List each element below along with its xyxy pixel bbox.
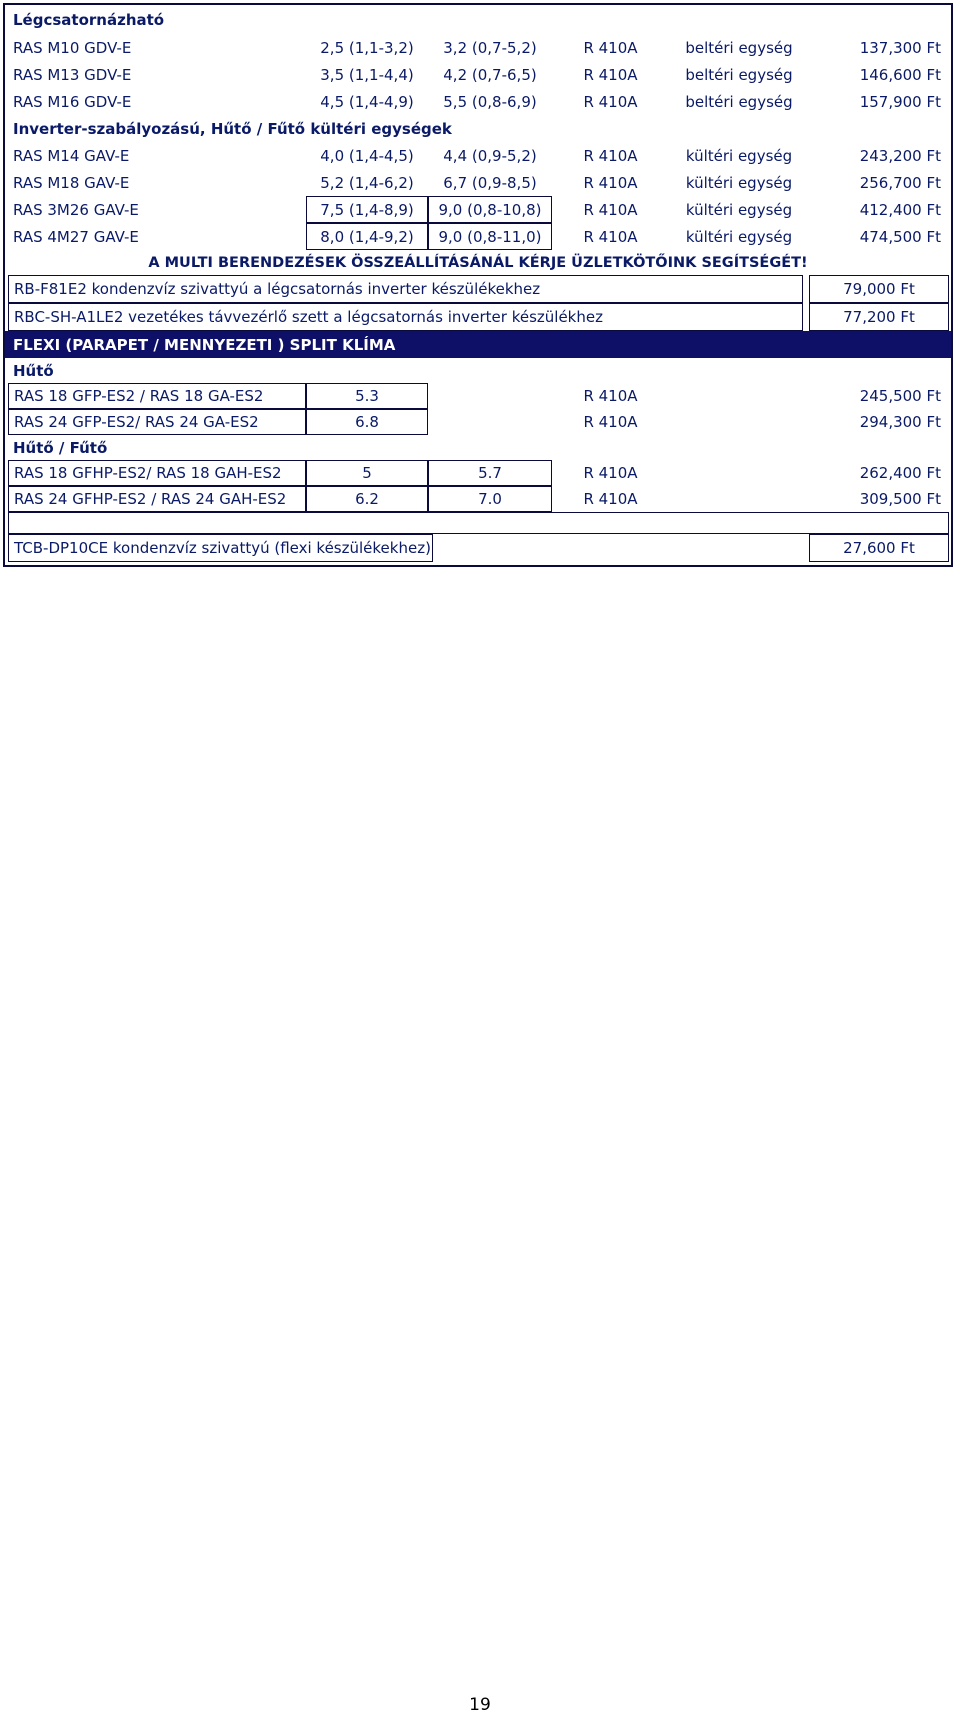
accessory-name: TCB-DP10CE kondenzvíz szivattyú (flexi készülékekhez) (8, 534, 433, 562)
model-cell: RAS 24 GFP-ES2/ RAS 24 GA-ES2 (8, 409, 306, 435)
table-row (5, 142, 951, 169)
cooling-capacity-cell: 3,5 (1,1-4,4) (320, 65, 414, 84)
model-cell: RAS 18 GFHP-ES2/ RAS 18 GAH-ES2 (8, 460, 306, 486)
price-cell: 243,200 Ft (859, 146, 941, 165)
unit-type-cell: kültéri egység (685, 227, 793, 246)
subsection-header-row (5, 358, 951, 383)
accessory-price: 77,200 Ft (809, 303, 949, 331)
accessory-price: 27,600 Ft (809, 534, 949, 562)
multi-system-notice: A MULTI BERENDEZÉSEK ÖSSZEÁLLÍTÁSÁNÁL KÉRJE ÜZLETKÖTŐINK SEGÍTSÉGÉT! (148, 254, 808, 271)
flexi-banner: FLEXI (PARAPET / MENNYEZETI ) SPLIT KLÍMA (5, 331, 951, 358)
model-cell: RAS 18 GFP-ES2 / RAS 18 GA-ES2 (8, 383, 306, 409)
refrigerant-cell: R 410A (583, 387, 638, 405)
accessory-row (5, 534, 951, 562)
heating-capacity-cell: 4,2 (0,7-6,5) (443, 65, 537, 84)
notice-row (5, 250, 951, 275)
table-row (5, 196, 951, 223)
unit-type-cell: kültéri egység (685, 146, 793, 165)
refrigerant-cell: R 410A (583, 173, 638, 192)
flexi-banner-row (5, 331, 951, 358)
table-row (5, 34, 951, 61)
unit-type-cell: beltéri egység (685, 65, 793, 84)
price-cell: 309,500 Ft (859, 490, 941, 508)
price-cell: 294,300 Ft (859, 413, 941, 431)
model-cell: RAS M14 GAV-E (13, 146, 130, 165)
unit-type-cell: kültéri egység (685, 200, 793, 219)
unit-type-cell: beltéri egység (685, 38, 793, 57)
heating-capacity-cell: 4,4 (0,9-5,2) (443, 146, 537, 165)
heating-capacity-cell: 5,5 (0,8-6,9) (443, 92, 537, 111)
heating-capacity-cell: 7.0 (428, 486, 552, 512)
cooling-capacity-cell: 6.8 (306, 409, 428, 435)
heating-capacity-cell: 3,2 (0,7-5,2) (443, 38, 537, 57)
cooling-capacity-cell: 4,0 (1,4-4,5) (320, 146, 414, 165)
accessory-name: RB-F81E2 kondenzvíz szivattyú a légcsatornás inverter készülékekhez (8, 275, 803, 303)
refrigerant-cell: R 410A (583, 65, 638, 84)
empty-cell (8, 512, 949, 534)
table-row (5, 169, 951, 196)
table-row (5, 88, 951, 115)
model-cell: RAS M13 GDV-E (13, 65, 132, 84)
price-cell: 256,700 Ft (859, 173, 941, 192)
section-title: Légcsatornázható (13, 10, 165, 29)
cooling-capacity-cell: 6.2 (306, 486, 428, 512)
table-row (5, 61, 951, 88)
subsection-title: Hűtő (13, 361, 54, 380)
price-cell: 137,300 Ft (859, 38, 941, 57)
price-cell: 474,500 Ft (859, 227, 941, 246)
price-list-table (3, 3, 953, 567)
section-header-row (5, 115, 951, 142)
cooling-capacity-cell: 5,2 (1,4-6,2) (320, 173, 414, 192)
model-cell: RAS M10 GDV-E (13, 38, 132, 57)
table-row (5, 486, 951, 512)
refrigerant-cell: R 410A (583, 38, 638, 57)
refrigerant-cell: R 410A (583, 464, 638, 482)
price-cell: 157,900 Ft (859, 92, 941, 111)
section-header-row (5, 5, 951, 34)
model-cell: RAS 3M26 GAV-E (13, 200, 139, 219)
model-cell: RAS 4M27 GAV-E (13, 227, 139, 246)
accessory-price: 79,000 Ft (809, 275, 949, 303)
cooling-capacity-cell: 8,0 (1,4-9,2) (306, 223, 428, 250)
cooling-capacity-cell: 5.3 (306, 383, 428, 409)
refrigerant-cell: R 410A (583, 227, 638, 246)
heating-capacity-cell: 9,0 (0,8-11,0) (428, 223, 552, 250)
cooling-capacity-cell: 5 (306, 460, 428, 486)
heating-capacity-cell: 9,0 (0,8-10,8) (428, 196, 552, 223)
refrigerant-cell: R 410A (583, 200, 638, 219)
cooling-capacity-cell: 7,5 (1,4-8,9) (306, 196, 428, 223)
model-cell: RAS M18 GAV-E (13, 173, 130, 192)
model-cell: RAS M16 GDV-E (13, 92, 132, 111)
heating-capacity-cell: 6,7 (0,9-8,5) (443, 173, 537, 192)
unit-type-cell: beltéri egység (685, 92, 793, 111)
unit-type-cell: kültéri egység (685, 173, 793, 192)
price-cell: 245,500 Ft (859, 387, 941, 405)
table-row (5, 460, 951, 486)
cooling-capacity-cell: 2,5 (1,1-3,2) (320, 38, 414, 57)
model-cell: RAS 24 GFHP-ES2 / RAS 24 GAH-ES2 (8, 486, 306, 512)
section-title: Inverter-szabályozású, Hűtő / Fűtő kültéri egységek (13, 119, 452, 138)
refrigerant-cell: R 410A (583, 490, 638, 508)
refrigerant-cell: R 410A (583, 146, 638, 165)
table-row (5, 409, 951, 435)
page-number: 19 (469, 1695, 491, 1715)
subsection-title: Hűtő / Fűtő (13, 438, 108, 457)
spacer-row (5, 512, 951, 534)
refrigerant-cell: R 410A (583, 413, 638, 431)
subsection-header-row (5, 435, 951, 460)
accessory-name: RBC-SH-A1LE2 vezetékes távvezérlő szett a légcsatornás inverter készülékhez (8, 303, 803, 331)
accessory-row (5, 303, 951, 331)
refrigerant-cell: R 410A (583, 92, 638, 111)
heating-capacity-cell: 5.7 (428, 460, 552, 486)
table-row (5, 223, 951, 250)
accessory-row (5, 275, 951, 303)
price-cell: 262,400 Ft (859, 464, 941, 482)
cooling-capacity-cell: 4,5 (1,4-4,9) (320, 92, 414, 111)
price-cell: 146,600 Ft (859, 65, 941, 84)
table-row (5, 383, 951, 409)
price-cell: 412,400 Ft (859, 200, 941, 219)
